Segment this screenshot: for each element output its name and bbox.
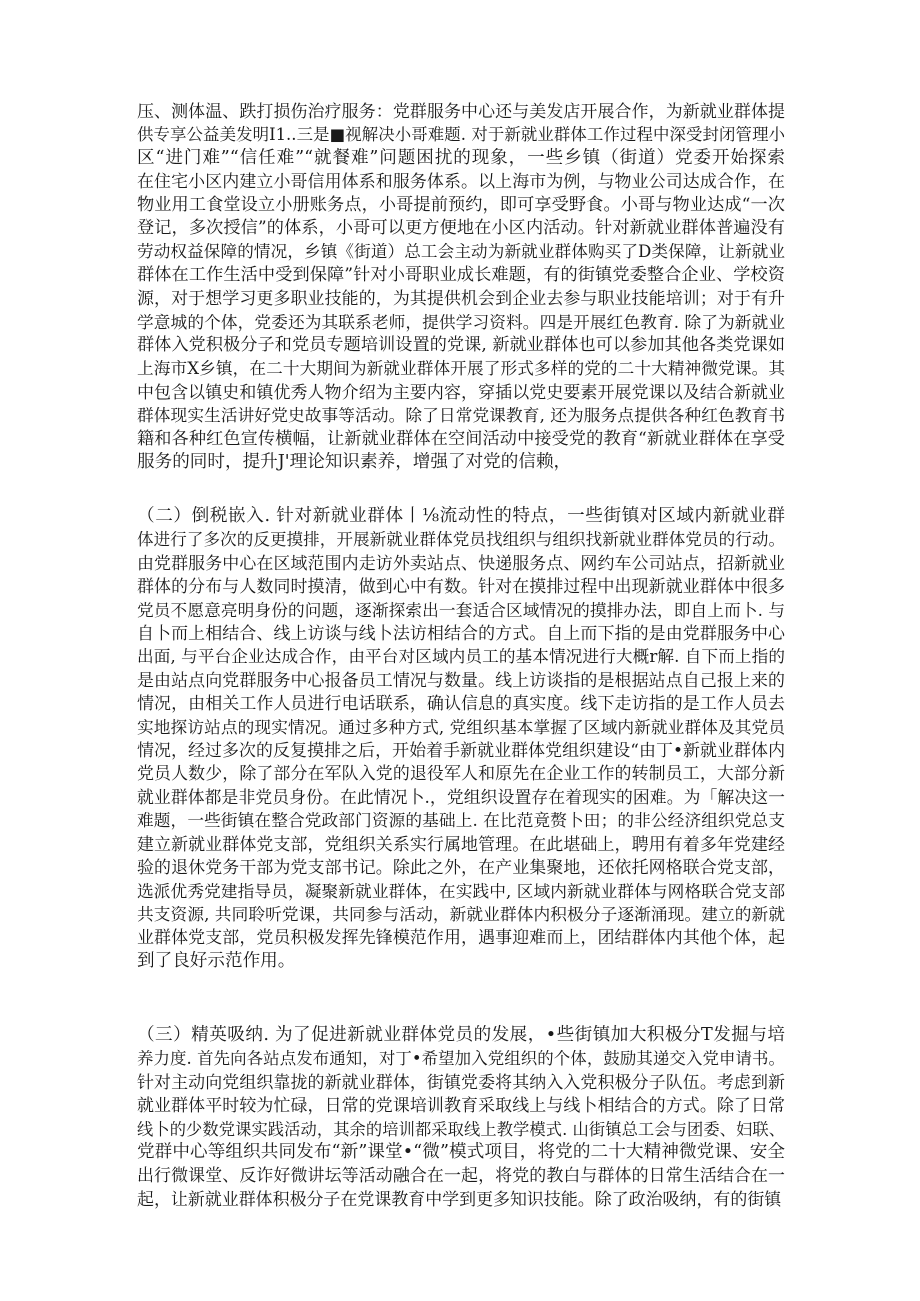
text-line: 群体现实生活讲好党史故事等活动。除了日常党课教育, 还为服务点提供各种红色教育书 xyxy=(137,406,785,426)
text-line: 登记，多次授信”的体系，小哥可以更方便地在小区内活动。针对新就业群体普遍没有 xyxy=(137,218,785,239)
text-line: 区“进门难”“信任难”“就餐难”问题困扰的现象，一些乡镇（街道）党委开始探索 xyxy=(137,147,785,168)
text-line: （三）精英吸纳. 为了促进新就业群体党员的发展，•些街镇加大积极分T发掘与培 xyxy=(137,1025,785,1045)
text-line: 由党群服务中心在区域范围内走访外卖站点、快递服务点、网约车公司站点，招新就业 xyxy=(137,552,785,573)
text-line: 就业群体都是非党员身份。在此情况卜.，党组织设置存在着现实的困难。为「解决这一 xyxy=(137,786,785,807)
text-line: 籍和各种红色宣传横幅，让新就业群体在空间活动中接受党的教育“新就业群体在享受 xyxy=(137,428,785,449)
text-line: 建立新就业群体党支部，党组织关系实行属地管理。在此堪础上，聘用有着多年党建经 xyxy=(137,833,785,854)
text-line: 实地探访站点的现实情况。通过多种方式, 党组织基本掌握了区域内新就业群体及其党员 xyxy=(137,717,785,737)
text-line: 养力度. 首先向各站点发布通知，对丁•希望加入党组织的个体，鼓励其递交入党申请书。 xyxy=(137,1049,785,1069)
text-line: 压、测体温、跌打损伤治疗服务：党群服务中心还与美发店开展合作，为新就业群体提 xyxy=(137,101,785,121)
text-line: 党员人数少，除了部分在军队入党的退役军人和原先在企业工作的转制员工，大部分新 xyxy=(137,763,785,784)
text-line: 党群中心等组织共同发布“新”课堂•“微”模式项目，将党的二十大精神微党课、安全 xyxy=(137,1142,785,1163)
text-line: 群体的分布与人数同时摸清，做到心中有数。针对在摸排过程中出现新就业群体中很多 xyxy=(137,576,785,597)
text-line: 群体在工作生活中受到保障”针对小哥职业成长难题，有的街镇党委整合企业、学校资 xyxy=(137,264,785,285)
paragraph-embedding xyxy=(137,505,785,973)
text-line: 学意城的个体，党委还为其联系老师，提供学习资料。四是开展红色教育. 除了为新就业 xyxy=(137,312,785,332)
text-line: 情况，经过多次的反复摸排之后，开始着手新就业群体党组织建设“由丁•新就业群体内 xyxy=(137,740,785,761)
text-line: 在住宅小区内建立小哥信用体系和服务体系。以上海市为例，与物业公司达成合作，在 xyxy=(137,171,785,192)
text-line: 群体入党积极分子和党员专题培训设置的党课, 新就业群体也可以参加其他各类党课如 xyxy=(137,335,785,356)
text-line: 是由站点向党群服务中心报备员工情况与数量。线上访谈指的是根据站点自己报上来的 xyxy=(137,669,785,690)
text-line: 供专享公益美发明I1..三是■视解决小哥难题. 对于新就业群体工作过程中深受封闭管理小 xyxy=(137,125,785,145)
text-line: 难题，一些街镇在整合党政部门资源的基础上. 在比范竟赘卜田；的非公经济组织党总支 xyxy=(137,811,785,831)
text-line: 劳动权益保障的情况，乡镇《街道）总工会主动为新就业群体购买了D类保障，让新就业 xyxy=(137,242,785,262)
text-line: 体进行了多次的反更摸排，开展新就业群体党员找组织与组织找新就业群体党员的行动。 xyxy=(137,530,785,550)
text-line: （二）倒税嵌入. 针对新就业群体丨⅛流动性的特点，一些街镇对区域内新就业群 xyxy=(137,506,785,526)
paragraph-elite-absorption xyxy=(137,1024,785,1211)
text-line: 就业群体平时较为忙碌，日常的党课培训教育采取线上与线卜相结合的方式。除了日常 xyxy=(137,1095,785,1116)
text-line: 验的退休党务干部为党支部书记。除此之外，在产业集聚地，还依托网格联合党支部， xyxy=(137,857,785,878)
paragraph-party-services xyxy=(137,100,785,475)
text-line: 业群体党支部，党员积极发挥先锋模范作用，遇事迎难而上，团结群体内其他个体，起 xyxy=(137,927,785,948)
text-line: 选派优秀党建指导员，凝聚新就业群体，在实践中, 区域内新就业群体与网格联合党支部 xyxy=(137,881,785,901)
text-line: 党员不愿意亮明身份的问题，逐渐探索出一套适合区域情况的摸排办法，即自上而卜. 与 xyxy=(137,600,785,620)
text-line: 物业用工食堂设立小册账务点，小哥提前预约，即可享受野食。小哥与物业达成“一次 xyxy=(137,194,785,215)
text-line: 服务的同时，提升J'理论知识素养，增强了对党的信赖， xyxy=(137,452,572,473)
text-line: 针对主动向党组织靠拢的新就业群体，街镇党委将其纳入入党积极分子队伍。考虑到新 xyxy=(137,1071,785,1092)
text-line: 到了良好示范作用。 xyxy=(137,950,296,971)
text-line: 上海市X乡镇，在二十大期间为新就业群体开展了形式多样的党的二十大精神微党课。其 xyxy=(137,359,785,379)
text-line: 共支资源, 共同聆听党课，共同参与活动，新就业群体内积极分子逐渐涌现。建立的新就 xyxy=(137,904,785,924)
text-line: 线卜的少数党课实践活动，其余的培训都采取线上教学模式. 山街镇总工会与团委、妇联、 xyxy=(137,1119,785,1139)
text-line: 出行微课堂、反诈好微讲坛等活动融合在一起，将党的教白与群体的日常生活结合在一 xyxy=(137,1165,785,1186)
text-line: 起，让新就业群体积极分子在党课教育中学到更多知识技能。除了政治吸纳，有的街镇 xyxy=(137,1188,782,1209)
text-line: 情况，由相关工作人员进行电话联系，确认信息的真实度。线下走访指的是工作人员去 xyxy=(137,693,785,714)
text-line: 中包含以镇史和镇优秀人物介绍为主要内容，穿插以党史要素开展党课以及结合新就业 xyxy=(137,381,785,402)
text-line: 自卜而上相结合、线上访谈与线卜法访相结合的方式。自上而下指的是由党群服务中心 xyxy=(137,623,785,644)
text-line: 源，对于想学习更多职业技能的，为其提供机会到企业去参与职业技能培训；对于有升 xyxy=(137,288,785,309)
text-line: 出面, 与平台企业达成合作，由平台对区域内员工的基本情况进行大概r解. 自下而上指的 xyxy=(137,647,785,667)
